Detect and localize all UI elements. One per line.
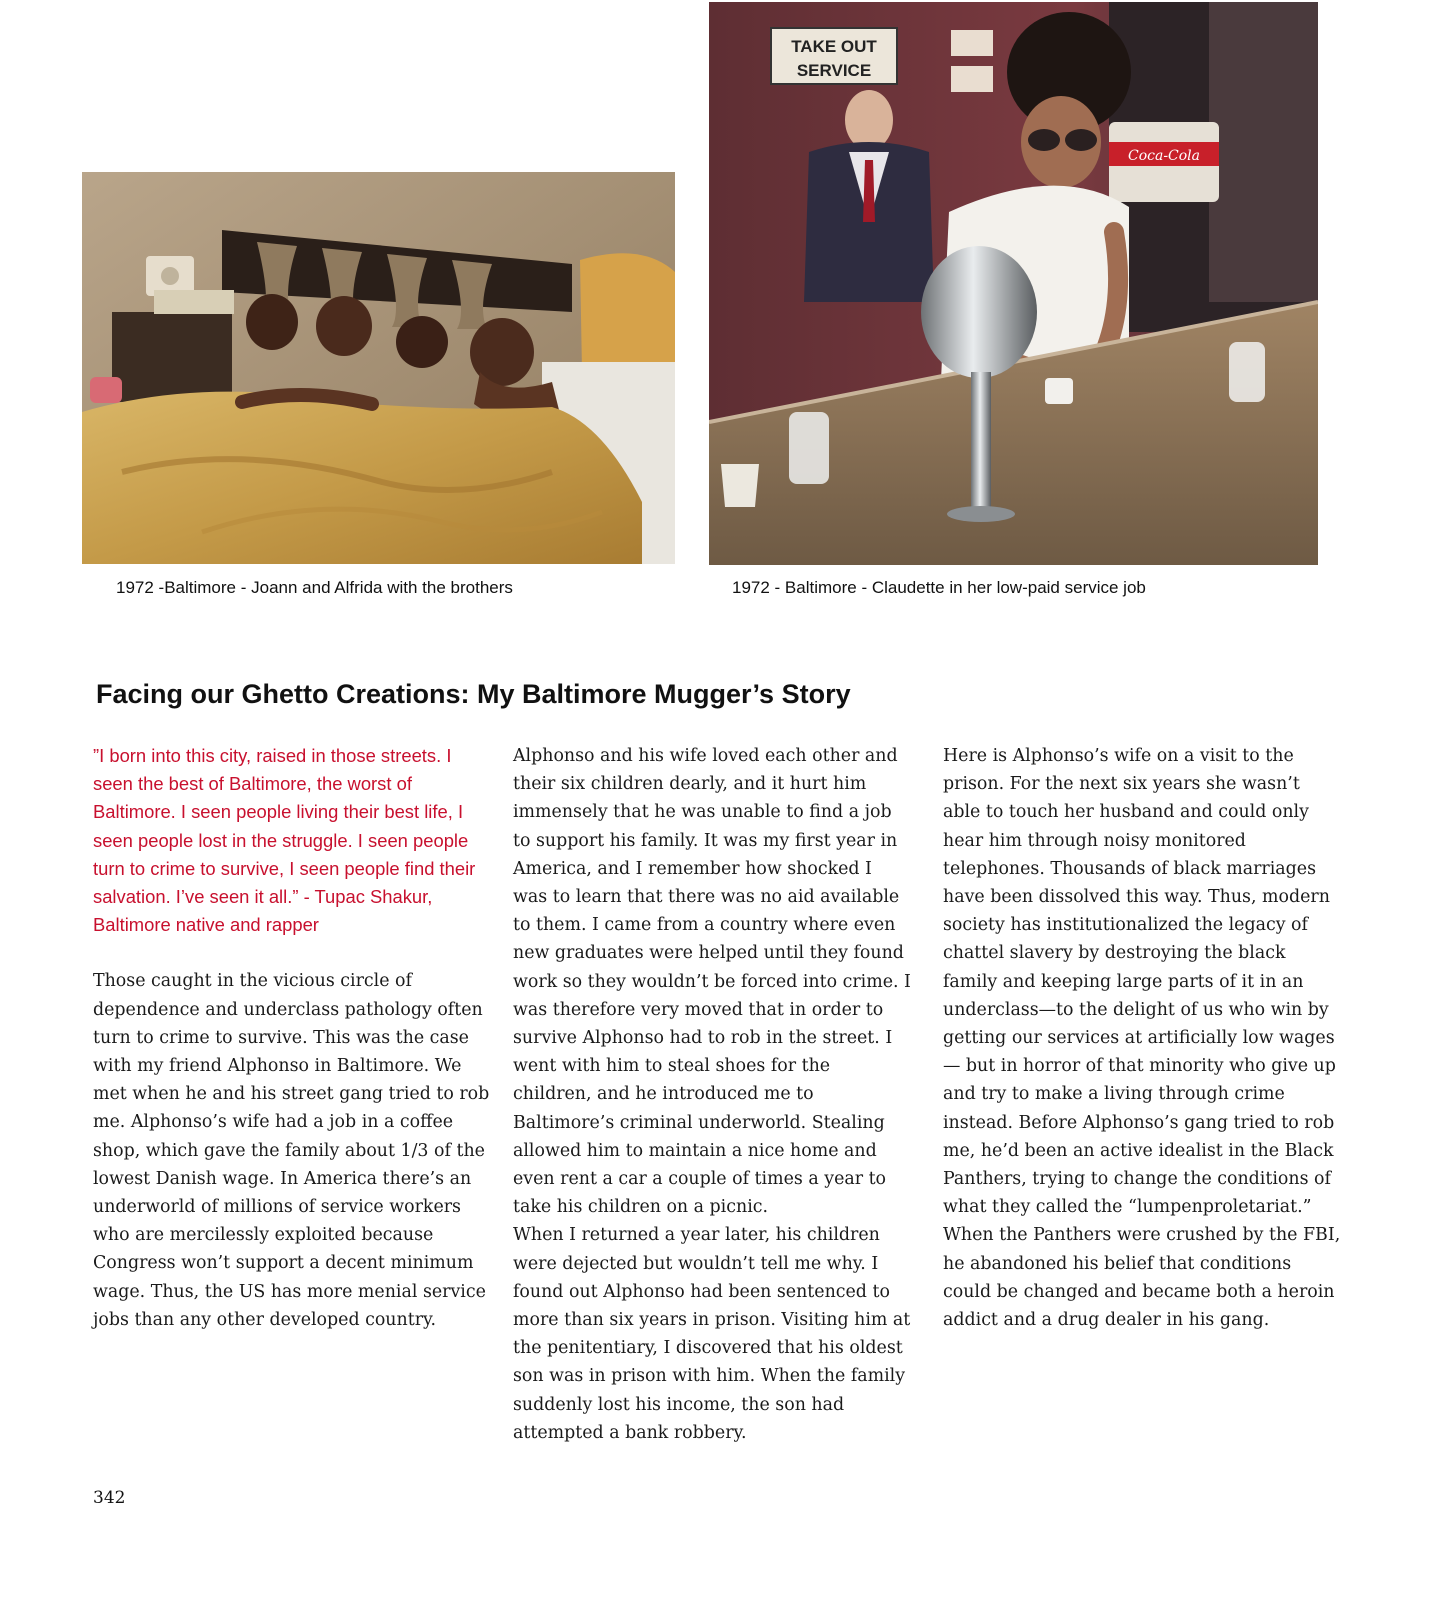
column-3-paragraph: Here is Alphonso’s wife on a visit to the prison. For the next six years she wasn’t able to touch her husband and could only hear him through noisy monitored telephones. Thousands of black marriages have been dissolved this way. Thus, modern society has institutionalized the legacy of chattel slavery by destroying the black family and keeping large parts of it in an underclass—to the delight of us who win by getting our services at artificially low wages— but in horror of that minority who give up and try to make a living through crime instead. Before Alphonso’s gang tried to rob me, he’d been an active idealist in the Black Panthers, trying to change the conditions of what they called the “lumpenproletariat.” When the Panthers were crushed by the FBI, he abandoned his belief that conditions could be changed and became both a heroin addict and a drug dealer in his gang.: [943, 746, 1341, 1331]
article-heading: Facing our Ghetto Creations: My Baltimore Mugger’s Story: [96, 679, 851, 709]
column-1-paragraph: Those caught in the vicious circle of dependence and underclass pathology often turn to crime to survive. This was the case with my friend Alphonso in Baltimore. We met when he and his street gang tried to rob me. Alphonso’s wife had a job in a coffee shop, which gave the family about 1/3 of the lowest Danish wage. In America there’s an underworld of millions of service workers who are mercilessly exploited because Congress won’t support a decent minimum wage. Thus, the US has more menial service jobs than any other developed country.: [93, 971, 490, 1330]
page-number: 342: [93, 1488, 126, 1508]
photo-caption-left: 1972 -Baltimore - Joann and Alfrida with the brothers: [116, 578, 513, 597]
sign-line-1: TAKE OUT: [791, 37, 877, 56]
photo-caption-right: 1972 - Baltimore - Claudette in her low-paid service job: [732, 578, 1146, 597]
sign-line-2: SERVICE: [796, 61, 872, 80]
text-column-2: [513, 742, 911, 1447]
text-column-3: [943, 742, 1341, 1334]
pull-quote: ”I born into this city, raised in those streets. I seen the best of Baltimore, the worst of Baltimore. I seen people living their best life, I seen people lost in the struggle. I seen people turn to crime to survive, I seen people find their salvation. I’ve seen it all.” - Tupac Shakur, Baltimore native and rapper: [93, 745, 476, 936]
photo-children-sleeping-image: [82, 172, 675, 564]
photo-children-sleeping: [82, 172, 675, 564]
column-2-paragraph-2: When I returned a year later, his children were dejected but wouldn’t tell me why. I found out Alphonso had been sentenced to more than six years in prison. Visiting him at the penitentiary, I discovered that his oldest son was in prison with him. When the family suddenly lost his income, the son had attempted a bank robbery.: [513, 1225, 911, 1443]
coca-cola-logo: Coca-Cola: [1127, 148, 1201, 164]
photo-coffee-shop-image: [709, 2, 1318, 565]
text-column-1: [93, 742, 491, 1334]
column-2-paragraph-1: Alphonso and his wife loved each other and their six children dearly, and it hurt him immensely that he was unable to find a job to support his family. It was my first year in America, and I remember how shocked I was to learn that there was no aid available to them. I came from a country where even new graduates were helped until they found work so they wouldn’t be forced into crime. I was therefore very moved that in order to survive Alphonso had to rob in the street. I went with him to steal shoes for the children, and he introduced me to Baltimore’s criminal underworld. Stealing allowed him to maintain a nice home and even rent a car a couple of times a year to take his children on a picnic.: [513, 746, 911, 1218]
photo-coffee-shop-worker: [709, 2, 1318, 565]
